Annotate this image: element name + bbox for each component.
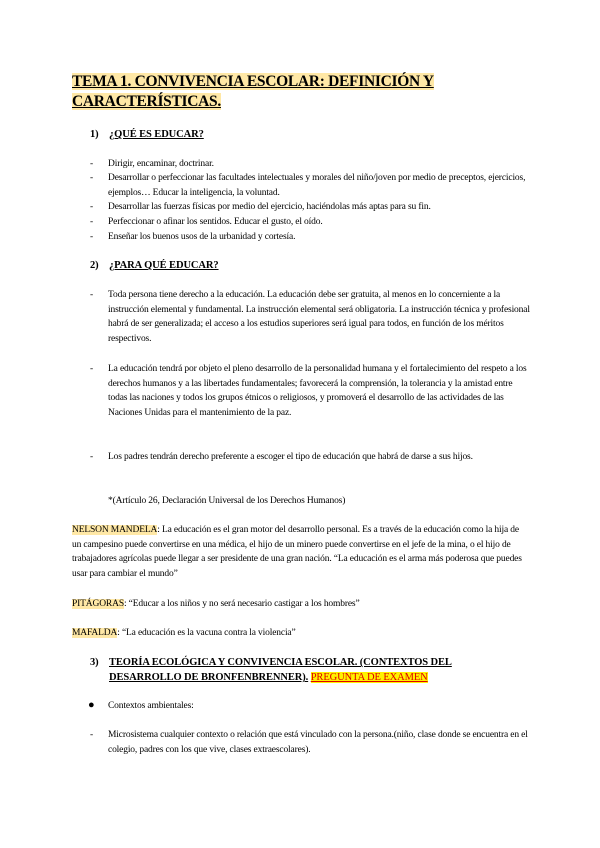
section-3-number: 3) — [90, 657, 99, 668]
quote-mafalda — [72, 626, 522, 641]
section-3-title-line-2: DESARROLLO DE BRONFENBRENNER). — [109, 672, 309, 683]
quote-author: PITÁGORAS — [72, 599, 124, 609]
quote-pitagoras — [72, 597, 522, 612]
section-2-heading — [90, 260, 219, 271]
list-item: - Desarrollar las fuerzas físicas por medio del ejercicio, haciéndolas más aptas para su fin. — [90, 202, 431, 212]
quote-text: : “Educar a los niños y no será necesario castigar a los hombres” — [123, 599, 360, 609]
document-title — [72, 72, 542, 112]
list-item: - Dirigir, encaminar, doctrinar. — [90, 159, 214, 169]
quote-mandela — [72, 523, 522, 581]
list-item: - Microsistema cualquier contexto o relación que está vinculado con la persona.(niño, clase donde se encuentra en el colegio, padres con los que vive, clases extraescolares). — [90, 730, 528, 755]
title-line-1: TEMA 1. CONVIVENCIA ESCOLAR: DEFINICIÓN Y — [72, 73, 434, 90]
quote-text: : “La educación es la vacuna contra la violencia” — [117, 628, 296, 638]
list-item: - La educación tendrá por objeto el pleno desarrollo de la personalidad humana y el fortalecimiento del respeto a los derechos humanos y a las libertades fundamentales; favorecerá la comprensión, la tolerancia y la amistad entre todas las naciones y todos los grupos étnicos o religiosos, y promoverá el desarrollo de las actividades de las Naciones Unidas para el mantenimiento de la paz. — [90, 364, 527, 418]
quote-author: MAFALDA — [72, 628, 118, 638]
list-item: - Enseñar los buenos usos de la urbanidad y cortesía. — [90, 232, 296, 242]
citation: *(Artículo 26, Declaración Universal de los Derechos Humanos) — [108, 496, 346, 506]
section-2-number: 2) — [90, 260, 99, 271]
exam-tag: PREGUNTA DE EXAMEN — [310, 672, 428, 683]
list-item: - Toda persona tiene derecho a la educación. La educación debe ser gratuita, al menos en lo concerniente a la instrucción elemental y fundamental. La instrucción elemental será obligatoria. La instrucción técnica y profesional habrá de ser generalizada; el acceso a los estudios superiores será igual para todos, en función de los méritos respectivos. — [90, 290, 530, 344]
bullet-item: ● Contextos ambientales: — [88, 699, 194, 711]
title-line-2: CARACTERÍSTICAS. — [72, 93, 221, 110]
quote-author: NELSON MANDELA — [72, 525, 158, 535]
list-item: - Los padres tendrán derecho preferente a escoger el tipo de educación que habrá de darse a sus hijos. — [90, 452, 473, 462]
section-2-title: ¿PARA QUÉ EDUCAR? — [109, 260, 219, 271]
quote-text: : La educación es el gran motor del desarrollo personal. Es a través de la educación como la hija de un campesino puede convertirse en una médica, el hijo de un minero puede convertirse en el jefe de la mina, o el hijo de trabajadores agrícolas puede llegar a ser presidente de una gran nación. “La educación es el arma más poderosa que puedes usar para cambiar el mundo” — [72, 525, 522, 579]
section-3-title-line-1: TEORÍA ECOLÓGICA Y CONVIVENCIA ESCOLAR. (CONTEXTOS DEL — [109, 657, 452, 668]
bullet-dot-icon: ● — [88, 699, 95, 711]
section-1-number: 1) — [90, 129, 99, 140]
list-item: - Perfeccionar o afinar los sentidos. Educar el gusto, el oído. — [90, 217, 323, 227]
section-3-heading — [90, 655, 510, 685]
list-item: - Desarrollar o perfeccionar las facultades intelectuales y morales del niño/joven por medio de preceptos, ejercicios, ejemplos… Educar la inteligencia, la voluntad. — [90, 173, 526, 198]
section-1-heading — [90, 129, 204, 140]
section-1-title: ¿QUÉ ES EDUCAR? — [109, 129, 204, 140]
